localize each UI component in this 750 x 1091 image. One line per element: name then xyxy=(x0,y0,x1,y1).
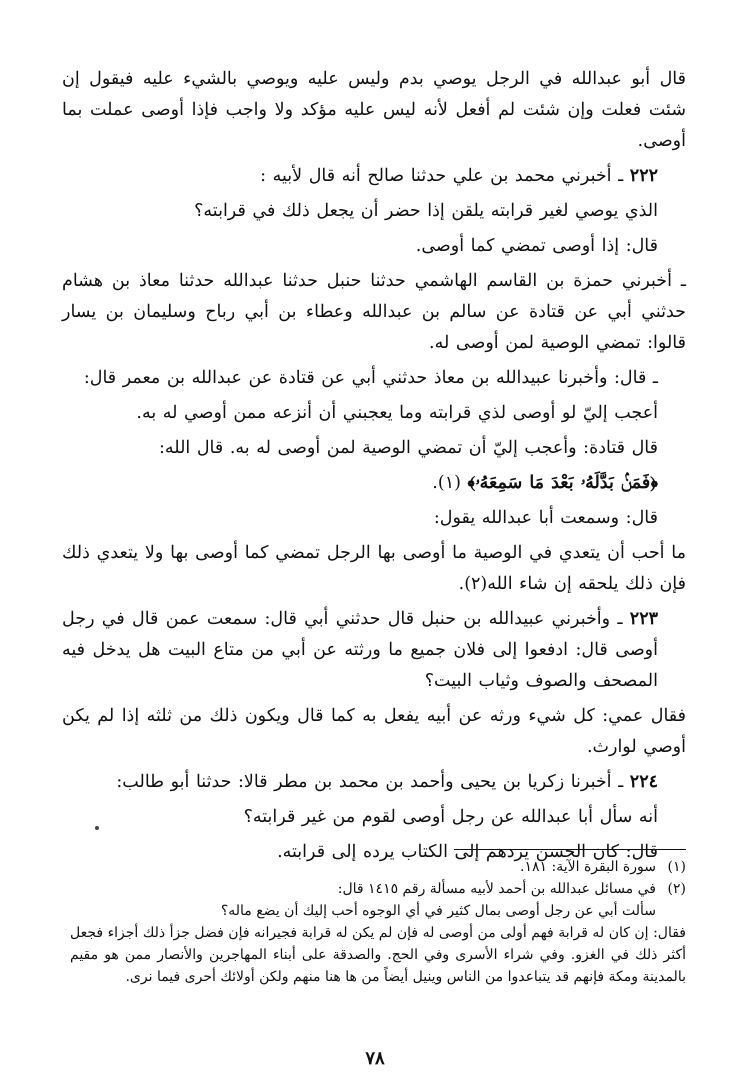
footnotes xyxy=(70,856,686,988)
hadith-224-chain: ـ أخبرنا زكريا بن يحيى وأحمد بن محمد بن مطر قالا: حدثنا أبو طالب: xyxy=(116,772,624,792)
hadith-222-header xyxy=(62,161,686,192)
paragraph-will-transgress-text: ما أحب أن يتعدي في الوصية ما أوصى بها الرجل تمضي كما أوصى بها ولا يتعدي ذلك فإن ذلك يلحقه إن شاء الله xyxy=(62,543,686,594)
hadith-223-text: ـ وأخبرني عبيدالله بن حنبل قال حدثني أبي قال: سمعت عمن قال في رجل أوصى قال: ادفعوا إلى فلان جميع ما ورثته عن أبي من متاع البيت هل يدخل فيه المصحف والصوف وثياب البيت؟ xyxy=(62,609,658,691)
footnote-2-mark: (٢) xyxy=(667,881,686,897)
main-text xyxy=(62,64,686,872)
hadith-223 xyxy=(62,604,686,697)
paragraph-hamza-chain: ـ أخبرني حمزة بن القاسم الهاشمي حدثنا حنبل حدثنا عبدالله حدثنا معاذ بن هشام حدثني أبي عن قتادة عن سالم بن عبدالله وعطاء بن أبي رباح وسليمان بن يسار قالوا: تمضي الوصية لمن أوصى له. xyxy=(62,271,686,353)
footnote-1-mark: (١) xyxy=(667,859,686,875)
paragraph-1: قال أبو عبدالله في الرجل يوصي بدم وليس عليه ويوصي بالشيء عليه فيقول إن شئت فعلت وإن شئت لم أفعل لأنه ليس عليه مؤكد ولا واجب فإذا أوصى عملت بما أوصى. xyxy=(62,69,686,151)
hadith-number-224: ٢٢٤ xyxy=(629,772,658,792)
paragraph-answer-224: قال: كان الحسن يردهم إلى الكتاب يرده إلى قرابته. xyxy=(277,842,658,862)
footnote-2-answer: فقال: إن كان له قرابة فهم أولى من أوصى له فإن لم يكن له قرابة فجيرانه فإن فضل جزأ ذلك أجزاء فجعل أكثر ذلك في الغزو. وفي شراء الأسرى وفي الحج. والصدقة على أبناء المهاجرين والأنصار ممن هو مقيم بالمدينة ومكة فإنهم قد يتباعدوا من الناس وينيل أيضاً من ها هنا منهم ولكن أولائك أحرى فيما نرى. xyxy=(70,925,686,985)
hadith-224-header xyxy=(62,767,686,798)
paragraph-question-224: أنه سأل أبا عبدالله عن رجل أوصى لقوم من غير قرابته؟ xyxy=(243,807,658,827)
paragraph-will-transgress: ما أحب أن يتعدي في الوصية ما أوصى بها الرجل تمضي كما أوصى بها ولا يتعدي ذلك فإن ذلك يلحقه إن شاء الله(٢). xyxy=(62,543,686,594)
footnote-divider xyxy=(454,849,686,850)
footnote-ref-1: (١) xyxy=(437,473,461,493)
paragraph-answer-222: قال: إذا أوصى تمضي كما أوصى. xyxy=(415,236,658,256)
footnote-1-text: سورة البقرة الآية: ١٨١. xyxy=(520,859,656,875)
hadith-number-222: ٢٢٢ xyxy=(629,166,658,186)
hadith-number-223: ٢٢٣ xyxy=(629,609,658,629)
paragraph-abdullah-saying: أعجب إليّ لو أوصى لذي قرابته وما يعجبني أن أنزعه ممن أوصي له به. xyxy=(136,403,658,423)
footnote-2-question: سألت أبي عن رجل أوصى بمال كثير في أي الوجوه أحب إليك أن يضع ماله؟ xyxy=(220,903,656,919)
quran-verse: ﴿فَمَنۢ بَدَّلَهُۥ بَعْدَ مَا سَمِعَهُۥ﴾ xyxy=(467,473,658,493)
hadith-222-chain: ـ أخبرني محمد بن علي حدثنا صالح أنه قال لأبيه : xyxy=(260,166,624,186)
paragraph-ubaidullah-chain: ـ قال: وأخبرنا عبيدالله بن معاذ حدثني أبي عن قتادة عن عبدالله بن معمر قال: xyxy=(83,368,658,388)
paragraph-question-222: الذي يوصي لغير قرابته يلقن إذا حضر أن يجعل ذلك في قرابته؟ xyxy=(194,201,658,221)
footnote-ref-2: (٢) xyxy=(464,574,488,594)
stray-mark xyxy=(95,826,99,830)
quran-verse-line: ﴿فَمَنۢ بَدَّلَهُۥ بَعْدَ مَا سَمِعَهُۥ﴾ (١). xyxy=(432,473,658,493)
paragraph-qatada-saying: قال قتادة: وأعجب إليّ أن تمضي الوصية لمن أوصى له به. قال الله: xyxy=(159,438,658,458)
footnote-1 xyxy=(70,856,686,878)
page-number: ٧٨ xyxy=(365,1048,385,1069)
paragraph-heard-abu-abdullah: قال: وسمعت أبا عبدالله يقول: xyxy=(433,508,658,528)
paragraph-uncle-answer: فقال عمي: كل شيء ورثه عن أبيه يفعل به كما قال ويكون ذلك من ثلثه إذا لم يكن أوصي لوارث. xyxy=(62,706,686,757)
footnote-2 xyxy=(70,878,686,900)
footnote-2-text: في مسائل عبدالله بن أحمد لأبيه مسألة رقم ١٤١٥ قال: xyxy=(337,881,656,897)
